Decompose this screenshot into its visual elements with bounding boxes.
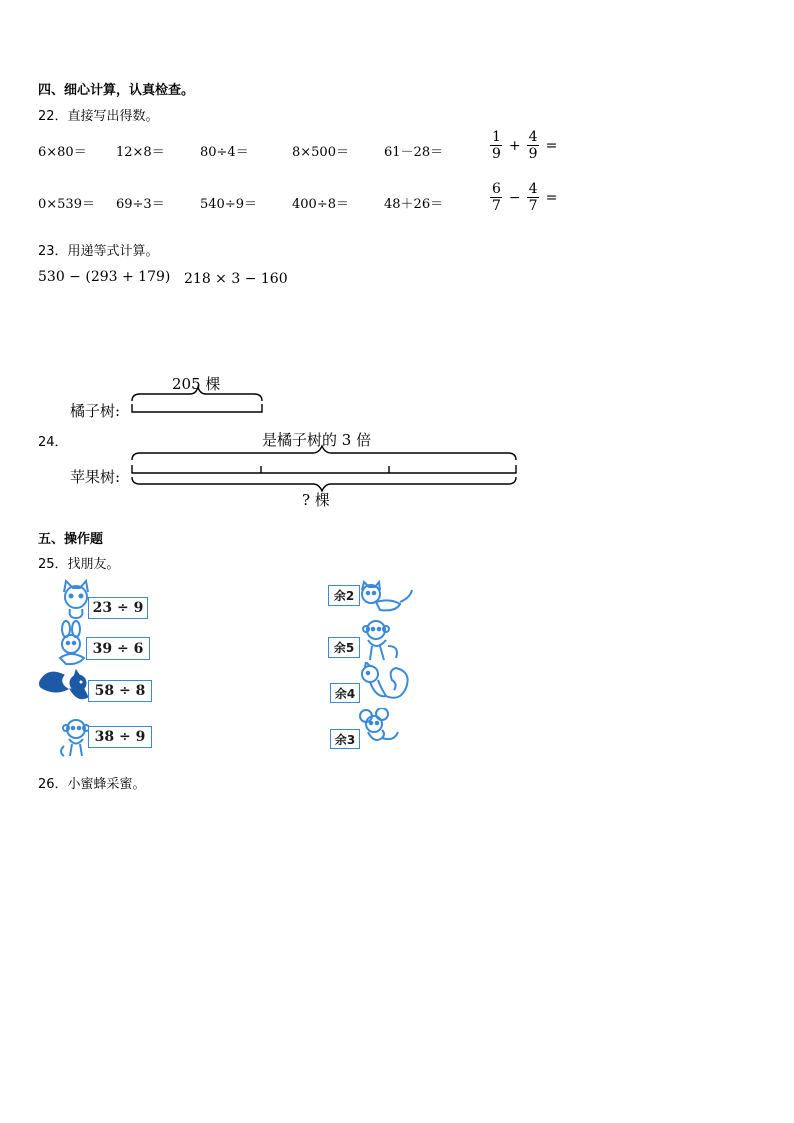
orange-tree-count: 205 棵 [172,375,221,393]
squirrel-icon [356,662,414,706]
orange-brace [132,387,262,401]
remainder-box-5[interactable] [328,637,360,658]
remainder-text: 余5 [333,641,355,655]
apple-tree-relation: 是橘子树的 3 倍 [262,431,372,449]
question-24-number: 24． [38,435,68,450]
calc-item: 61－28＝ [384,145,444,160]
numerator: 4 [528,129,538,145]
numerator: 1 [492,129,501,145]
calc-item: 69÷3＝ [116,197,165,212]
question-23-label: 23．用递等式计算。 [38,244,159,259]
division-box-23-9[interactable] [88,597,148,619]
denominator: 7 [528,198,538,214]
operator: + [508,137,521,154]
operator: − [508,189,521,206]
apple-segment [132,465,516,473]
calc-item: 0×539＝ [38,197,95,212]
orange-tree-label: 橘子树: [70,402,121,420]
numerator: 6 [492,181,501,197]
apple-total-brace [132,477,516,491]
expression-1: 530 − (293 + 179) [38,269,171,285]
line-segment-diagram [0,0,794,560]
section-4-title: 四、细心计算，认真检查。 [38,83,195,98]
question-22-label: 22．直接写出得数。 [38,109,159,124]
apple-tree-label: 苹果树: [70,468,121,486]
section-5-title: 五、操作题 [38,532,104,547]
apple-tree-count: ? 棵 [302,491,330,509]
division-expression: 38 ÷ 9 [94,729,146,745]
numerator: 4 [528,181,538,197]
denominator: 9 [492,146,501,162]
division-box-58-8[interactable] [88,680,152,702]
mouse-icon [356,708,402,750]
question-25-label: 25．找朋友。 [38,557,120,572]
calc-item: 48＋26＝ [384,197,444,212]
monkey-icon [358,618,402,662]
orange-segment [132,404,262,412]
apple-relation-brace [132,446,516,460]
division-expression: 23 ÷ 9 [92,600,144,616]
remainder-text: 余3 [334,732,356,747]
equals-sign: = [545,189,558,206]
squirrel-icon [38,669,94,705]
calc-item: 400÷8＝ [292,197,349,212]
calc-item: 540÷9＝ [200,197,257,212]
cat-icon [356,580,414,616]
division-box-38-9[interactable] [88,726,152,748]
question-26-label: 26．小蜜蜂采蜜。 [38,777,146,792]
calc-item: 6×80＝ [38,145,87,160]
expression-2: 218 × 3 − 160 [184,271,288,287]
division-expression: 39 ÷ 6 [92,640,144,657]
division-box-39-6[interactable] [86,637,150,660]
denominator: 9 [528,146,538,162]
remainder-text: 余2 [333,589,355,603]
equals-sign: = [545,137,558,154]
calc-item: 12×8＝ [116,145,165,160]
division-expression: 58 ÷ 8 [94,683,146,699]
denominator: 7 [492,198,501,214]
calc-item: 80÷4＝ [200,145,249,160]
calc-item: 8×500＝ [292,145,349,160]
remainder-text: 余4 [334,686,356,701]
